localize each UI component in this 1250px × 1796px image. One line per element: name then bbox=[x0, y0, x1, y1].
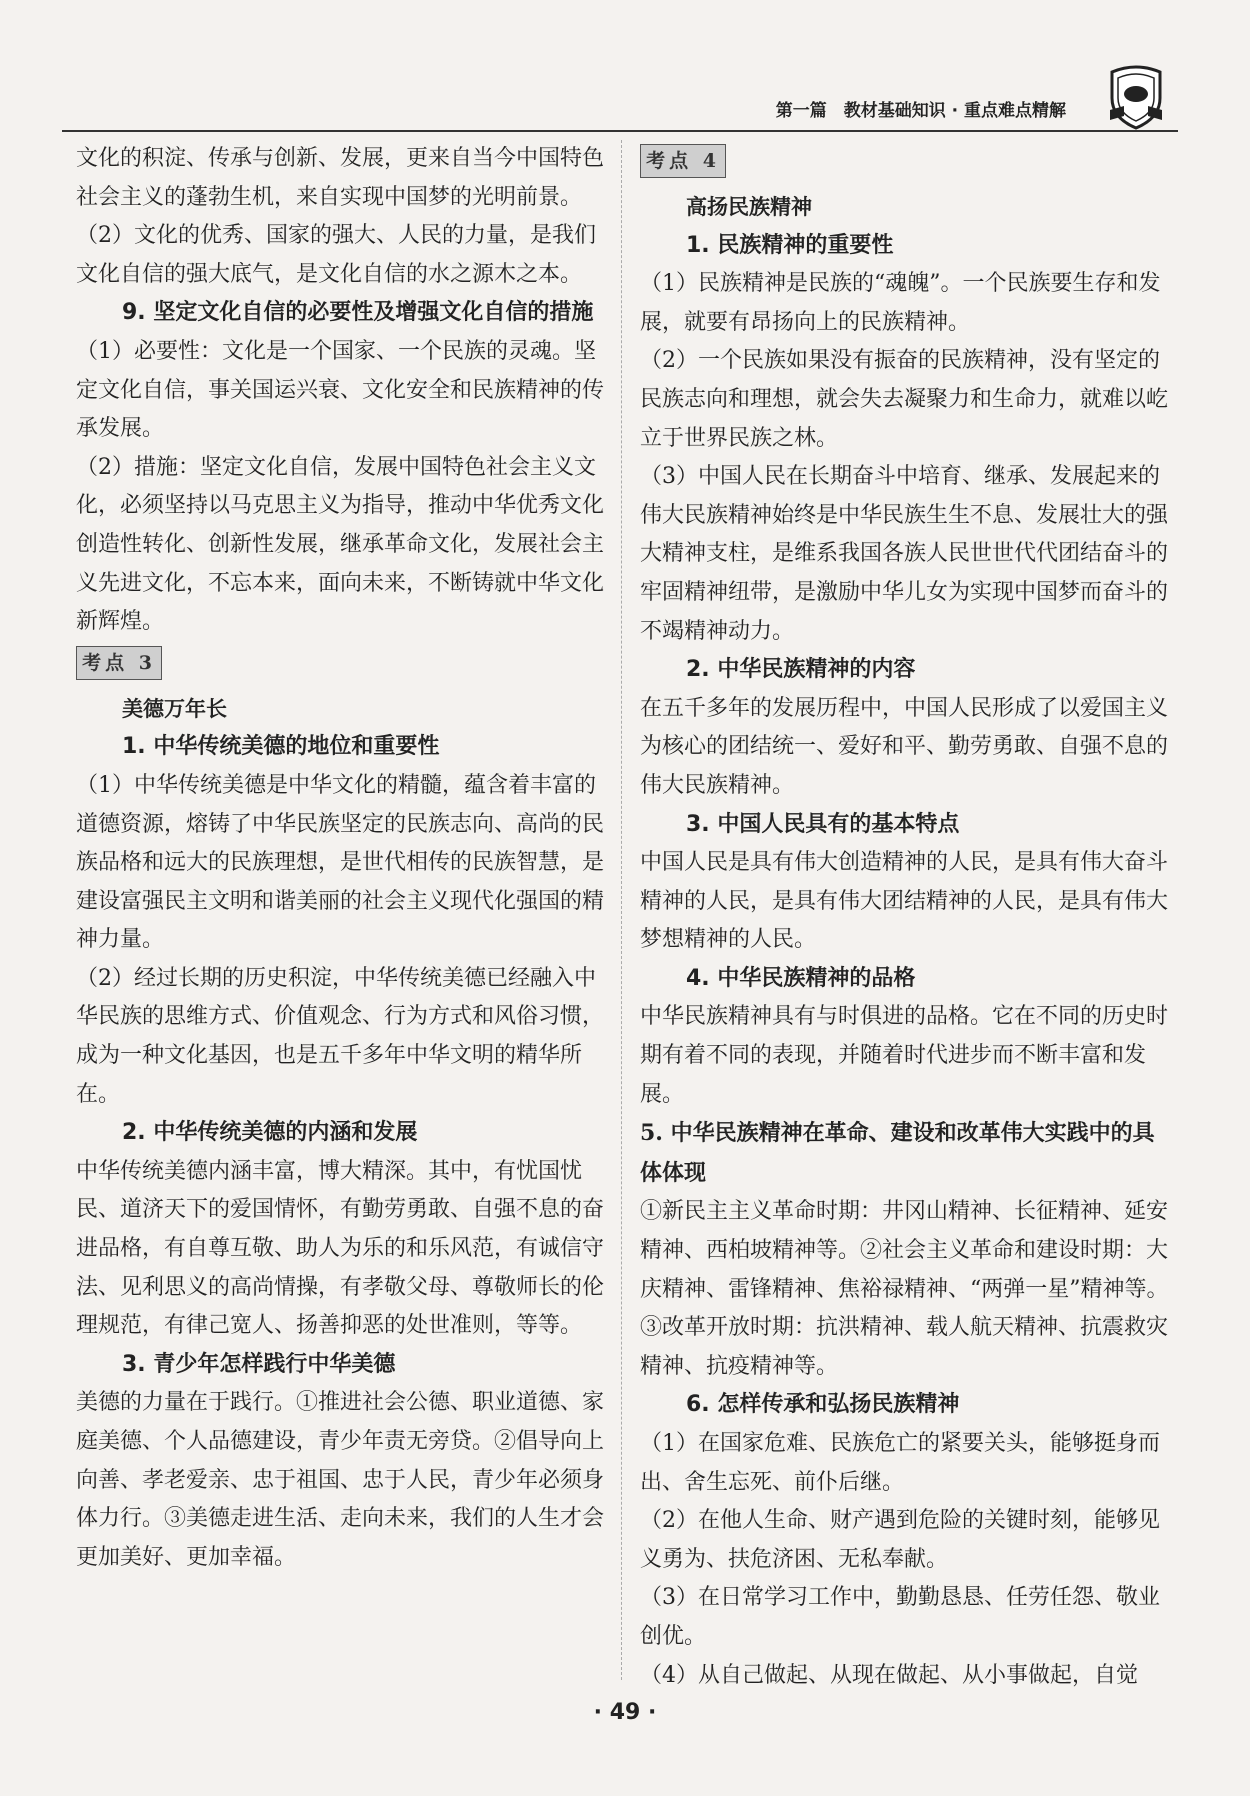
left-column bbox=[76, 140, 604, 1577]
subsection-title: 2. 中华传统美德的内涵和发展 bbox=[122, 1120, 418, 1146]
subsection-title: 3. 中国人民具有的基本特点 bbox=[686, 811, 960, 837]
subsection-title: 6. 怎样传承和弘扬民族精神 bbox=[686, 1392, 960, 1418]
paragraph: （1）中华传统美德是中华文化的精髓，蕴含着丰富的道德资源，熔铸了中华民族坚定的民族志向、高尚的民族品格和远大的民族理想，是世代相传的民族智慧，是建设富强民主文明和谐美丽的社会主义现代化强国的精神力量。 bbox=[76, 772, 605, 953]
paragraph: 在五千多年的发展历程中，中国人民形成了以爱国主义为核心的团结统一、爱好和平、勤劳勇敢、自强不息的伟大民族精神。 bbox=[640, 695, 1169, 798]
subsection-title: 4. 中华民族精神的品格 bbox=[686, 965, 916, 991]
paragraph: 美德的力量在于践行。①推进社会公德、职业道德、家庭美德、个人品德建设，青少年责无旁贷。②倡导向上向善、孝老爱亲、忠于祖国、忠于人民，青少年必须身体力行。③美德走进生活、走向未来，我们的人生才会更加美好、更加幸福。 bbox=[76, 1390, 605, 1570]
header-title: 第一篇 教材基础知识 · 重点难点精解 bbox=[775, 101, 1066, 121]
subsection-title: 1. 中华传统美德的地位和重要性 bbox=[122, 734, 440, 760]
paragraph: （2）文化的优秀、国家的强大、人民的力量，是我们文化自信的强大底气，是文化自信的水之源木之本。 bbox=[76, 223, 596, 287]
shield-logo-icon bbox=[1106, 64, 1166, 130]
subsection-title: 5. 中华民族精神在革命、建设和改革伟大实践中的具体体现 bbox=[640, 1120, 1155, 1186]
paragraph: 文化的积淀、传承与创新、发展，更来自当今中国特色社会主义的蓬勃生机，来自实现中国梦的光明前景。 bbox=[76, 146, 605, 210]
section-heading: 美德万年长 bbox=[122, 696, 227, 721]
paragraph: 中国人民是具有伟大创造精神的人民，是具有伟大奋斗精神的人民，是具有伟大团结精神的人民，是具有伟大梦想精神的人民。 bbox=[640, 850, 1169, 953]
paragraph: （2）措施：坚定文化自信，发展中国特色社会主义文化，必须坚持以马克思主义为指导，推动中华优秀文化创造性转化、创新性发展，继承革命文化，发展社会主义先进文化，不忘本来，面向未来，不断铸就中华文化新辉煌。 bbox=[76, 454, 605, 635]
subsection-title: 9. 坚定文化自信的必要性及增强文化自信的措施 bbox=[122, 300, 594, 326]
paragraph: （1）在国家危难、民族危亡的紧要关头，能够挺身而出、舍生忘死、前仆后继。 bbox=[640, 1431, 1160, 1495]
paragraph: （3）中国人民在长期奋斗中培育、继承、发展起来的伟大民族精神始终是中华民族生生不息、发展壮大的强大精神支柱，是维系我国各族人民世世代代团结奋斗的牢固精神纽带，是激励中华儿女为实现中国梦而奋斗的不竭精神动力。 bbox=[640, 464, 1169, 644]
paragraph: （3）在日常学习工作中，勤勤恳恳、任劳任怨、敬业创优。 bbox=[640, 1585, 1160, 1649]
subsection-title: 1. 民族精神的重要性 bbox=[686, 232, 894, 258]
exam-point-tag: 考点 3 bbox=[76, 646, 162, 680]
column-divider bbox=[621, 140, 622, 1680]
paragraph: （4）从自己做起、从现在做起、从小事做起，自觉 bbox=[640, 1662, 1138, 1688]
right-column bbox=[640, 140, 1170, 1695]
paragraph: 中华民族精神具有与时俱进的品格。它在不同的历史时期有着不同的表现，并随着时代进步而不断丰富和发展。 bbox=[640, 1004, 1169, 1107]
paragraph: 中华传统美德内涵丰富，博大精深。其中，有忧国忧民、道济天下的爱国情怀，有勤劳勇敢、自强不息的奋进品格，有自尊互敬、助人为乐的和乐风范，有诚信守法、见利思义的高尚情操，有孝敬父母、尊敬师长的伦理规范，有律己宽人、扬善抑恶的处世准则，等等。 bbox=[76, 1158, 605, 1339]
paragraph: （2）经过长期的历史积淀，中华传统美德已经融入中华民族的思维方式、价值观念、行为方式和风俗习惯，成为一种文化基因，也是五千多年中华文明的精华所在。 bbox=[76, 965, 605, 1107]
paragraph: （2）在他人生命、财产遇到危险的关键时刻，能够见义勇为、扶危济困、无私奉献。 bbox=[640, 1508, 1160, 1572]
paragraph: （1）民族精神是民族的“魂魄”。一个民族要生存和发展，就要有昂扬向上的民族精神。 bbox=[640, 271, 1161, 335]
page-header bbox=[62, 78, 1178, 132]
paragraph: （2）一个民族如果没有振奋的民族精神，没有坚定的民族志向和理想，就会失去凝聚力和生命力，就难以屹立于世界民族之林。 bbox=[640, 348, 1169, 451]
paragraph: （1）必要性：文化是一个国家、一个民族的灵魂。坚定文化自信，事关国运兴衰、文化安全和民族精神的传承发展。 bbox=[76, 338, 605, 442]
subsection-title: 3. 青少年怎样践行中华美德 bbox=[122, 1351, 396, 1377]
exam-point-tag: 考点 4 bbox=[640, 144, 726, 178]
section-heading: 高扬民族精神 bbox=[686, 195, 812, 219]
page-number: · 49 · bbox=[593, 1700, 657, 1725]
paragraph: ①新民主主义革命时期：井冈山精神、长征精神、延安精神、西柏坡精神等。②社会主义革命和建设时期：大庆精神、雷锋精神、焦裕禄精神、“两弹一星”精神等。③改革开放时期：抗洪精神、载人航天精神、抗震救灾精神、抗疫精神等。 bbox=[640, 1199, 1169, 1379]
subsection-title: 2. 中华民族精神的内容 bbox=[686, 657, 916, 683]
